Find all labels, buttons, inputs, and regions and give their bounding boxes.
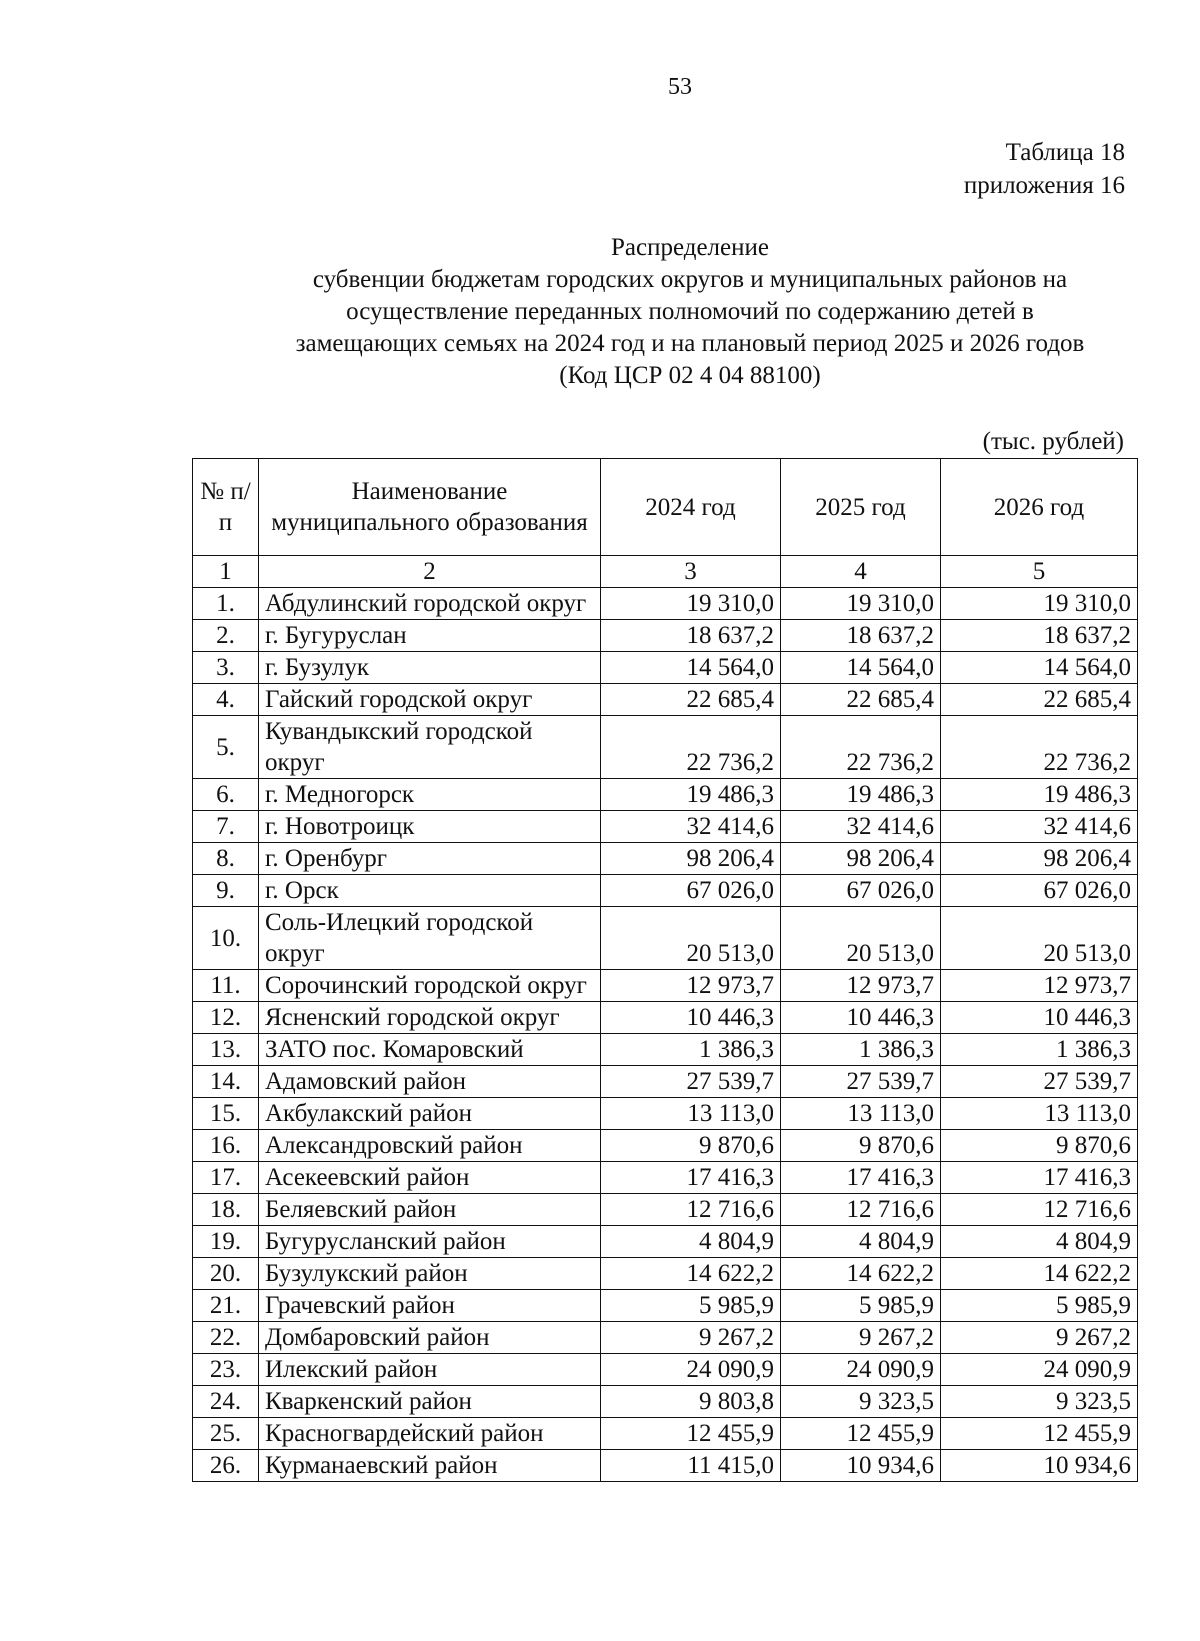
- value-2025: 9 870,6: [781, 1130, 941, 1162]
- row-number: 5.: [193, 716, 259, 779]
- value-2026: 1 386,3: [941, 1034, 1138, 1066]
- row-number: 9.: [193, 875, 259, 907]
- table-row: [193, 684, 1138, 716]
- municipality-name: Красногвардейский район: [259, 1418, 601, 1450]
- municipality-name: Курманаевский район: [259, 1450, 601, 1482]
- table-row: [193, 1002, 1138, 1034]
- municipality-name: Грачевский район: [259, 1290, 601, 1322]
- value-2026: 10 446,3: [941, 1002, 1138, 1034]
- municipality-name: г. Медногорск: [259, 779, 601, 811]
- value-2024: 12 716,6: [601, 1194, 781, 1226]
- table-row: [193, 1226, 1138, 1258]
- value-2025: 4 804,9: [781, 1226, 941, 1258]
- header-num: № п/п: [193, 459, 259, 556]
- value-2025: 10 446,3: [781, 1002, 941, 1034]
- title-line5: (Код ЦСР 02 4 04 88100): [559, 362, 821, 389]
- value-2026: 22 736,2: [941, 716, 1138, 779]
- page-number: 53: [668, 74, 692, 100]
- table-row: [193, 1322, 1138, 1354]
- municipality-name: Кувандыкский городской округ: [259, 716, 601, 779]
- municipality-name: Бугурусланский район: [259, 1226, 601, 1258]
- table-row: [193, 620, 1138, 652]
- row-number: 6.: [193, 779, 259, 811]
- value-2026: 9 323,5: [941, 1386, 1138, 1418]
- row-number: 12.: [193, 1002, 259, 1034]
- value-2026: 19 486,3: [941, 779, 1138, 811]
- document-title: [190, 232, 1190, 392]
- table-row: [193, 1098, 1138, 1130]
- value-2026: 13 113,0: [941, 1098, 1138, 1130]
- value-2024: 9 267,2: [601, 1322, 781, 1354]
- budget-table: [192, 458, 1138, 1482]
- row-number: 3.: [193, 652, 259, 684]
- value-2026: 4 804,9: [941, 1226, 1138, 1258]
- value-2026: 27 539,7: [941, 1066, 1138, 1098]
- municipality-name: г. Орск: [259, 875, 601, 907]
- value-2025: 12 716,6: [781, 1194, 941, 1226]
- value-2026: 14 622,2: [941, 1258, 1138, 1290]
- value-2025: 98 206,4: [781, 843, 941, 875]
- value-2026: 98 206,4: [941, 843, 1138, 875]
- value-2026: 22 685,4: [941, 684, 1138, 716]
- header-2026: 2026 год: [941, 459, 1138, 556]
- table-row: [193, 907, 1138, 970]
- municipality-name: Адамовский район: [259, 1066, 601, 1098]
- table-row: [193, 811, 1138, 843]
- title-line2: субвенции бюджетам городских округов и муниципальных районов на: [312, 266, 1068, 293]
- column-number-row: [193, 556, 1138, 588]
- table-row: [193, 1290, 1138, 1322]
- table-row: [193, 843, 1138, 875]
- value-2025: 1 386,3: [781, 1034, 941, 1066]
- value-2025: 22 685,4: [781, 684, 941, 716]
- column-number: 3: [601, 556, 781, 588]
- municipality-name: Абдулинский городской округ: [259, 588, 601, 620]
- table-header-row: [193, 459, 1138, 556]
- municipality-name: Бузулукский район: [259, 1258, 601, 1290]
- value-2026: 14 564,0: [941, 652, 1138, 684]
- row-number: 24.: [193, 1386, 259, 1418]
- value-2025: 12 973,7: [781, 970, 941, 1002]
- value-2026: 10 934,6: [941, 1450, 1138, 1482]
- row-number: 23.: [193, 1354, 259, 1386]
- value-2024: 32 414,6: [601, 811, 781, 843]
- table-reference: [964, 136, 1125, 202]
- value-2024: 27 539,7: [601, 1066, 781, 1098]
- table-row: [193, 970, 1138, 1002]
- value-2025: 10 934,6: [781, 1450, 941, 1482]
- table-row: [193, 1034, 1138, 1066]
- row-number: 22.: [193, 1322, 259, 1354]
- table-row: [193, 1130, 1138, 1162]
- table-row: [193, 1194, 1138, 1226]
- table-row: [193, 1162, 1138, 1194]
- row-number: 11.: [193, 970, 259, 1002]
- value-2025: 19 486,3: [781, 779, 941, 811]
- value-2025: 14 622,2: [781, 1258, 941, 1290]
- row-number: 18.: [193, 1194, 259, 1226]
- value-2026: 17 416,3: [941, 1162, 1138, 1194]
- value-2024: 19 486,3: [601, 779, 781, 811]
- municipality-name: г. Бугуруслан: [259, 620, 601, 652]
- value-2024: 19 310,0: [601, 588, 781, 620]
- value-2026: 9 267,2: [941, 1322, 1138, 1354]
- table-ref-line2: приложения 16: [963, 172, 1125, 199]
- table-row: [193, 1354, 1138, 1386]
- table-row: [193, 1386, 1138, 1418]
- table-row: [193, 588, 1138, 620]
- row-number: 20.: [193, 1258, 259, 1290]
- row-number: 14.: [193, 1066, 259, 1098]
- municipality-name: г. Бузулук: [259, 652, 601, 684]
- value-2026: 67 026,0: [941, 875, 1138, 907]
- value-2026: 24 090,9: [941, 1354, 1138, 1386]
- value-2024: 17 416,3: [601, 1162, 781, 1194]
- row-number: 26.: [193, 1450, 259, 1482]
- value-2025: 24 090,9: [781, 1354, 941, 1386]
- row-number: 21.: [193, 1290, 259, 1322]
- value-2025: 12 455,9: [781, 1418, 941, 1450]
- column-number: 4: [781, 556, 941, 588]
- municipality-name: Домбаровский район: [259, 1322, 601, 1354]
- table-body: [193, 588, 1138, 1482]
- value-2025: 17 416,3: [781, 1162, 941, 1194]
- table-row: [193, 1418, 1138, 1450]
- value-2024: 14 622,2: [601, 1258, 781, 1290]
- row-number: 1.: [193, 588, 259, 620]
- municipality-name: Сорочинский городской округ: [259, 970, 601, 1002]
- municipality-name: Беляевский район: [259, 1194, 601, 1226]
- value-2024: 1 386,3: [601, 1034, 781, 1066]
- value-2026: 12 455,9: [941, 1418, 1138, 1450]
- municipality-name: Соль-Илецкий городской округ: [259, 907, 601, 970]
- value-2024: 20 513,0: [601, 907, 781, 970]
- value-2024: 14 564,0: [601, 652, 781, 684]
- value-2025: 27 539,7: [781, 1066, 941, 1098]
- row-number: 10.: [193, 907, 259, 970]
- row-number: 16.: [193, 1130, 259, 1162]
- value-2025: 22 736,2: [781, 716, 941, 779]
- table-row: [193, 1450, 1138, 1482]
- column-number: 5: [941, 556, 1138, 588]
- municipality-name: г. Новотроицк: [259, 811, 601, 843]
- value-2024: 18 637,2: [601, 620, 781, 652]
- municipality-name: Асекеевский район: [259, 1162, 601, 1194]
- value-2024: 12 973,7: [601, 970, 781, 1002]
- value-2024: 5 985,9: [601, 1290, 781, 1322]
- row-number: 2.: [193, 620, 259, 652]
- table-row: [193, 779, 1138, 811]
- value-2024: 98 206,4: [601, 843, 781, 875]
- value-2024: 11 415,0: [601, 1450, 781, 1482]
- value-2025: 9 267,2: [781, 1322, 941, 1354]
- value-2025: 19 310,0: [781, 588, 941, 620]
- municipality-name: Акбулакский район: [259, 1098, 601, 1130]
- value-2024: 10 446,3: [601, 1002, 781, 1034]
- header-2024: 2024 год: [601, 459, 781, 556]
- header-2025: 2025 год: [781, 459, 941, 556]
- value-2025: 13 113,0: [781, 1098, 941, 1130]
- municipality-name: Александровский район: [259, 1130, 601, 1162]
- title-line1: Распределение: [611, 234, 769, 261]
- value-2024: 22 736,2: [601, 716, 781, 779]
- value-2026: 12 973,7: [941, 970, 1138, 1002]
- row-number: 25.: [193, 1418, 259, 1450]
- row-number: 15.: [193, 1098, 259, 1130]
- value-2025: 14 564,0: [781, 652, 941, 684]
- value-2025: 5 985,9: [781, 1290, 941, 1322]
- municipality-name: Илекский район: [259, 1354, 601, 1386]
- title-line3: осуществление переданных полномочий по содержанию детей в: [346, 298, 1034, 325]
- value-2026: 19 310,0: [941, 588, 1138, 620]
- municipality-name: Ясненский городской округ: [259, 1002, 601, 1034]
- value-2025: 32 414,6: [781, 811, 941, 843]
- table-row: [193, 652, 1138, 684]
- row-number: 7.: [193, 811, 259, 843]
- value-2024: 13 113,0: [601, 1098, 781, 1130]
- table-row: [193, 716, 1138, 779]
- municipality-name: г. Оренбург: [259, 843, 601, 875]
- value-2026: 12 716,6: [941, 1194, 1138, 1226]
- value-2026: 5 985,9: [941, 1290, 1138, 1322]
- value-2026: 32 414,6: [941, 811, 1138, 843]
- row-number: 4.: [193, 684, 259, 716]
- value-2024: 12 455,9: [601, 1418, 781, 1450]
- municipality-name: ЗАТО пос. Комаровский: [259, 1034, 601, 1066]
- municipality-name: Кваркенский район: [259, 1386, 601, 1418]
- municipality-name: Гайский городской округ: [259, 684, 601, 716]
- column-number: 2: [259, 556, 601, 588]
- value-2024: 4 804,9: [601, 1226, 781, 1258]
- row-number: 17.: [193, 1162, 259, 1194]
- value-2025: 9 323,5: [781, 1386, 941, 1418]
- value-2025: 67 026,0: [781, 875, 941, 907]
- units-label: (тыс. рублей): [982, 428, 1124, 455]
- value-2024: 9 803,8: [601, 1386, 781, 1418]
- value-2025: 20 513,0: [781, 907, 941, 970]
- row-number: 19.: [193, 1226, 259, 1258]
- value-2024: 9 870,6: [601, 1130, 781, 1162]
- value-2024: 67 026,0: [601, 875, 781, 907]
- value-2024: 24 090,9: [601, 1354, 781, 1386]
- value-2026: 9 870,6: [941, 1130, 1138, 1162]
- row-number: 13.: [193, 1034, 259, 1066]
- table-row: [193, 875, 1138, 907]
- value-2026: 18 637,2: [941, 620, 1138, 652]
- title-line4: замещающих семьях на 2024 год и на плановый период 2025 и 2026 годов: [295, 330, 1085, 357]
- table-ref-line1: Таблица 18: [1005, 139, 1125, 166]
- value-2024: 22 685,4: [601, 684, 781, 716]
- table-row: [193, 1066, 1138, 1098]
- column-number: 1: [193, 556, 259, 588]
- value-2026: 20 513,0: [941, 907, 1138, 970]
- value-2025: 18 637,2: [781, 620, 941, 652]
- header-name: Наименование муниципального образования: [259, 459, 601, 556]
- table-row: [193, 1258, 1138, 1290]
- row-number: 8.: [193, 843, 259, 875]
